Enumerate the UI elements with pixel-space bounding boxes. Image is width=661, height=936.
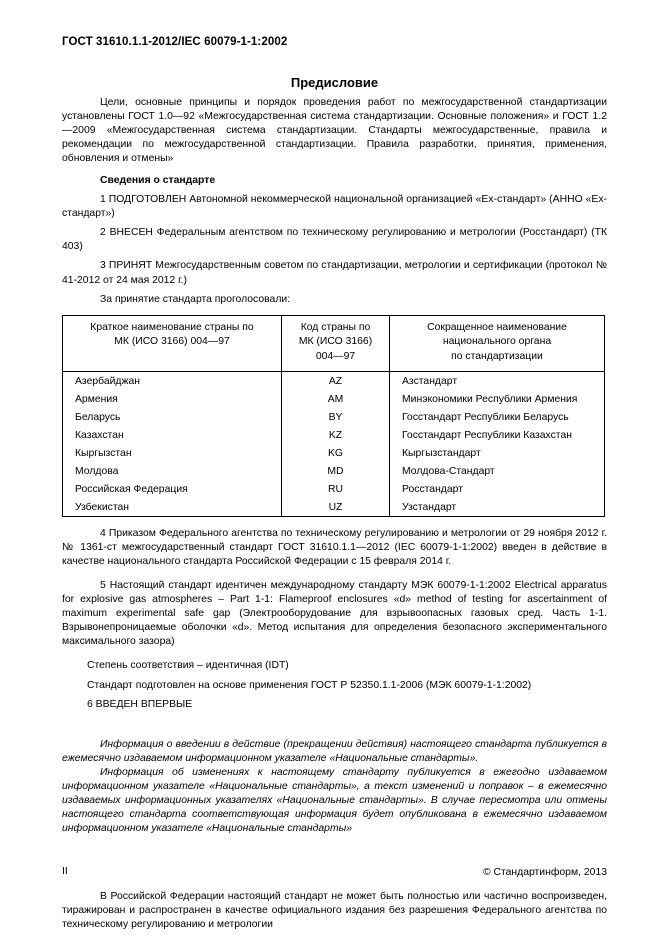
clause-6: 6 ВВЕДЕН ВПЕРВЫЕ — [87, 698, 193, 710]
table-row — [63, 408, 605, 426]
notice-amendments-info: Информация об изменениях к настоящему стандарту публикуется в ежегодно издаваемом информационном указателе «Национальные стандарты», а текст изменений и поправок – в ежемесячно издаваемых информационных указателях «Национальные стандарты». В случае пересмотра или отмены настоящего стандарта соответствующая информация будет опубликована в ежемесячно издаваемом информационном указателе «Национальные стандарты» — [62, 766, 607, 834]
cell-country: Казахстан — [63, 426, 282, 444]
vote-lead-in: За принятие стандарта проголосовали: — [100, 293, 291, 305]
cell-body: Кыргызстандарт — [402, 447, 481, 459]
cell-code: AM — [282, 390, 390, 408]
cell-country: Армения — [63, 390, 282, 408]
clause-5: 5 Настоящий стандарт идентичен международному стандарту МЭК 60079-1-1:2002 Electrical apparatus for explosive gas atmospheres – Part 1-1: Flameproof enclosures «d» method of testing for ascertainment of maximum experimental safe gap (Электрооборудование для взрывоопасных газовых сред. Часть 1-1. Взрывонепроницаемые оболочки «d». Метод испытания для определения безопасного экспериментального максимального зазора) — [62, 580, 607, 648]
cell-country: Узбекистан — [63, 498, 282, 517]
cell-body: Азстандарт — [402, 375, 458, 387]
cell-code: MD — [282, 462, 390, 480]
header-line: Код страны по — [300, 321, 371, 333]
header-line: МК (ИСО 3166) 004—97 — [114, 336, 230, 348]
header-line: 004—97 — [315, 350, 356, 362]
cell-body: Узстандарт — [402, 501, 457, 513]
notice-introduction-info: Информация о введении в действие (прекращении действия) настоящего стандарта публикуется в ежемесячно издаваемом информационном указателе «Национальные стандарты». — [62, 738, 607, 764]
cell-body: Госстандарт Республики Беларусь — [402, 411, 569, 423]
header-line: МК (ИСО 3166) — [298, 336, 373, 348]
document-header-standard-number: ГОСТ 31610.1.1-2012/IEC 60079-1-1:2002 — [62, 36, 288, 48]
header-cell-national-body — [390, 315, 605, 372]
voting-countries-table — [62, 315, 605, 518]
cell-code: AZ — [282, 372, 390, 391]
cell-country: Российская Федерация — [63, 480, 282, 498]
conformity-degree: Степень соответствия – идентичная (IDT) — [87, 660, 289, 672]
header-line: Сокращенное наименование — [427, 321, 567, 333]
cell-country: Молдова — [63, 462, 282, 480]
intro-paragraph: Цели, основные принципы и порядок проведения работ по межгосударственной стандартизации установлены ГОСТ 1.0—92 «Межгосударственная система стандартизации. Основные положения» и ГОСТ 1.2—2009 «Межгосударственная система стандартизации. Стандарты межгосударственные, правила и рекомендации по межгосударственной стандартизации. Правила разработки, принятия, применения, обновления и отмены» — [62, 97, 607, 165]
table-row — [63, 480, 605, 498]
table-row — [63, 444, 605, 462]
document-body — [62, 96, 607, 932]
cell-country: Азербайджан — [63, 372, 282, 391]
reproduction-notice: В Российской Федерации настоящий стандарт не может быть полностью или частично воспроизведен, тиражирован и распространен в качестве официального издания без разрешения Федерального агентства по техническому регулированию и метрологии — [62, 891, 607, 931]
table-row — [63, 462, 605, 480]
cell-code: KG — [282, 444, 390, 462]
cell-body: Минэкономики Республики Армения — [402, 393, 578, 405]
table-row — [63, 426, 605, 444]
table-row — [63, 390, 605, 408]
clause-4: 4 Приказом Федерального агентства по техническому регулированию и метрологии от 29 ноября 2012 г. № 1361-ст межгосударственный стандарт ГОСТ 31610.1.1—2012 (IEC 60079-1-1:2002) введен в действие в качестве национального стандарта Российской Федерации с 15 февраля 2014 г. — [62, 528, 607, 568]
table-header-row — [63, 315, 605, 372]
header-line: Краткое наименование страны по — [90, 321, 254, 333]
table-row — [63, 498, 605, 517]
standard-info-item-3: 3 ПРИНЯТ Межгосударственным советом по стандартизации, метрологии и сертификации (протокол № 41-2012 от 24 мая 2012 г.) — [62, 260, 607, 286]
cell-country: Кыргызстан — [63, 444, 282, 462]
page-number: II — [62, 866, 68, 877]
header-line: национального органа — [442, 336, 552, 348]
header-cell-country-code — [282, 315, 390, 372]
cell-code: KZ — [282, 426, 390, 444]
standard-info-item-2: 2 ВНЕСЕН Федеральным агентством по техническому регулированию и метрологии (Росстандарт) (ТК 403) — [62, 227, 607, 253]
cell-code: RU — [282, 480, 390, 498]
copyright-line: © Стандартинформ, 2013 — [482, 866, 607, 878]
cell-body: Росстандарт — [402, 483, 463, 495]
cell-code: UZ — [282, 498, 390, 517]
cell-code: BY — [282, 408, 390, 426]
basis-standard: Стандарт подготовлен на основе применения ГОСТ Р 52350.1.1-2006 (МЭК 60079-1-1:2002) — [87, 679, 532, 691]
cell-country: Беларусь — [63, 408, 282, 426]
header-line: по стандартизации — [451, 350, 543, 362]
standard-info-item-1: 1 ПОДГОТОВЛЕН Автономной некоммерческой национальной организацией «Ех-стандарт» (АННО «Ех-стандарт») — [62, 194, 607, 220]
table-row — [63, 372, 605, 391]
table-body — [63, 372, 605, 517]
page-title: Предисловие — [290, 75, 379, 90]
cell-body: Госстандарт Республики Казахстан — [402, 429, 572, 441]
standard-info-heading: Сведения о стандарте — [100, 175, 216, 187]
cell-body: Молдова-Стандарт — [402, 465, 495, 477]
header-cell-country-name — [63, 315, 282, 372]
